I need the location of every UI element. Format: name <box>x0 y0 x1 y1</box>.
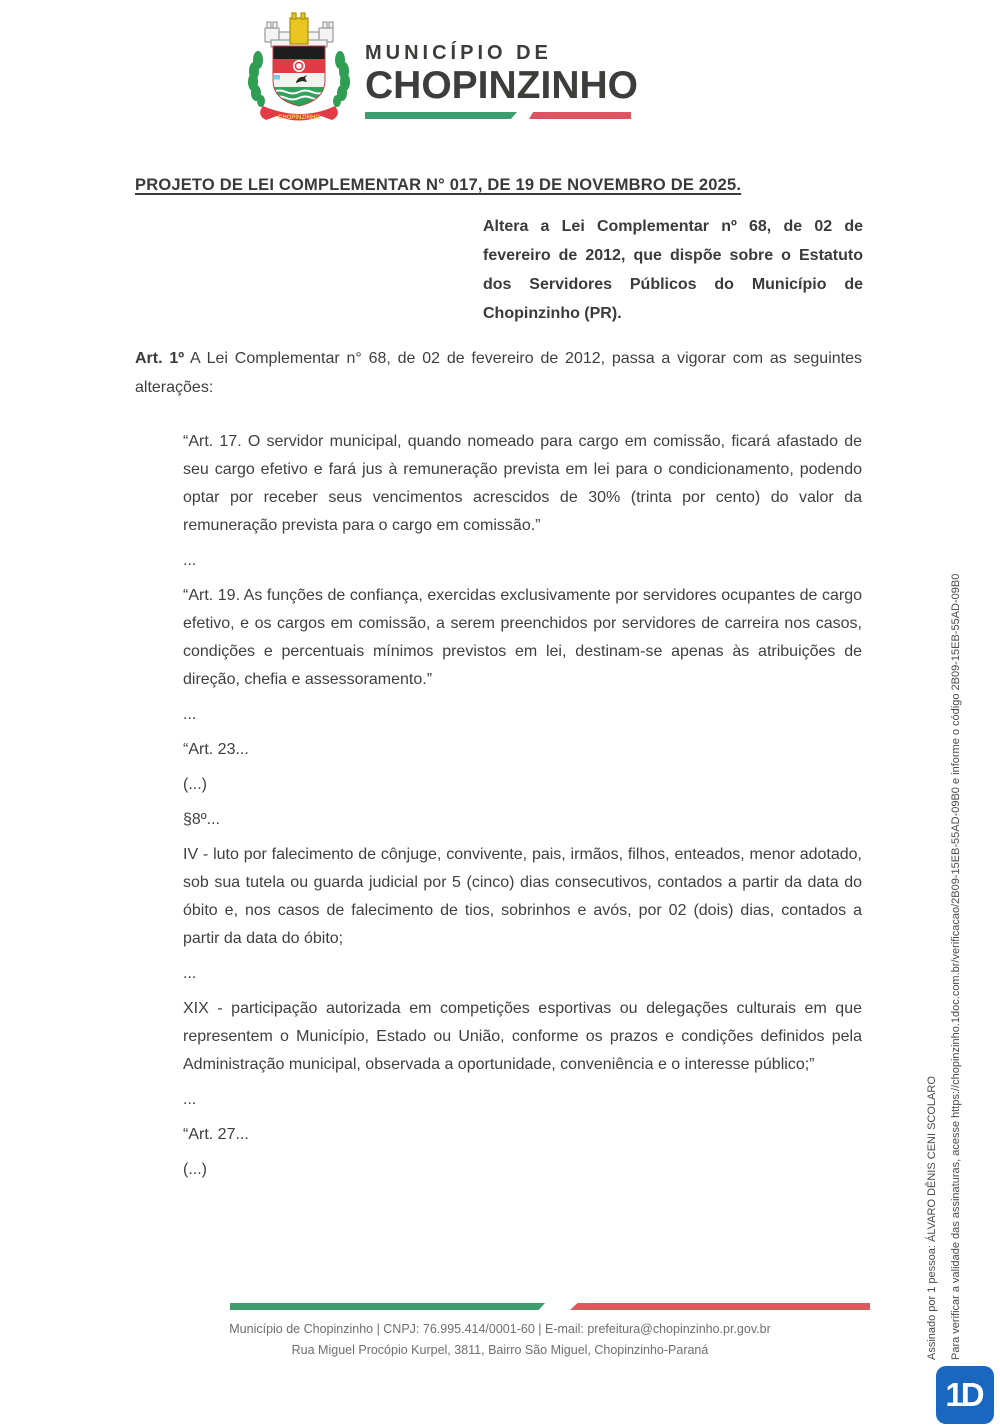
footer-green-bar <box>230 1303 545 1310</box>
quoted-paragraph: XIX - participação autorizada em competições esportivas ou delegações culturais em que representem o Município, Estado ou União, conforme os prazos e condições definidos pela Administração municipal, observada a oportunidade, conveniência e o interesse público;” <box>183 1000 862 1073</box>
quoted-paragraph: ... <box>183 552 197 569</box>
red-bar <box>529 112 631 119</box>
quoted-paragraph: IV - luto por falecimento de cônjuge, convivente, pais, irmãos, filhos, enteados, menor adotado, sob sua tutela ou guarda judicial por 5 (cinco) dias consecutivos, contados a partir da data do óbito e, nos casos de falecimento de tios, sobrinhos e avós, por 02 (dois) dias, contados a partir da data do óbito; <box>183 846 862 947</box>
org-name: CHOPINZINHO <box>365 64 638 107</box>
onedoc-logo-text: 1D <box>945 1376 982 1413</box>
shield <box>273 46 325 108</box>
quoted-paragraph: (...) <box>183 1161 207 1178</box>
signature-line: Assinado por 1 pessoa: ÁLVARO DÊNIS CENI SCOLARO <box>926 1076 938 1360</box>
document-title: PROJETO DE LEI COMPLEMENTAR N° 017, DE 19 DE NOVEMBRO DE 2025. <box>135 176 742 194</box>
org-wordmark <box>365 8 638 119</box>
footer-red-bar <box>570 1303 870 1310</box>
amendment-blocks <box>183 428 862 1191</box>
org-name-prefix: MUNICÍPIO DE <box>365 42 552 64</box>
brand-bars <box>365 112 638 119</box>
signature-verification-line: Para verificar a validade das assinaturas, acesse https://chopinzinho.1doc.com.br/verificacao/2B09-15EB-55AD-09B0 e informe o código 2B09-15EB-55AD-09B0 <box>950 573 962 1360</box>
quoted-paragraph: “Art. 19. As funções de confiança, exercidas exclusivamente por servidores ocupantes de cargo efetivo, e os cargos em comissão, a serem preenchidos por servidores de carreira nos casos, condições e percentuais mínimos previstos em lei, destinam-se apenas às atribuições de direção, chefia e assessoramento.” <box>183 587 862 688</box>
quoted-paragraph: “Art. 23... <box>183 741 249 758</box>
quoted-paragraph: ... <box>183 965 197 982</box>
article-1-paragraph <box>135 344 862 402</box>
footer-contact-line: Município de Chopinzinho | CNPJ: 76.995.414/0001-60 | E-mail: prefeitura@chopinzinho.pr.gov.br <box>229 1322 771 1336</box>
crown <box>265 13 333 47</box>
svg-text:CHOPINZINHO: CHOPINZINHO <box>278 115 320 121</box>
article-1-text: A Lei Complementar n° 68, de 02 de fevereiro de 2012, passa a vigorar com as seguintes alterações: <box>135 350 863 396</box>
coat-of-arms-icon <box>243 8 355 130</box>
green-bar <box>365 112 517 119</box>
ementa-paragraph: Altera a Lei Complementar nº 68, de 02 de fevereiro de 2012, que dispõe sobre o Estatuto dos Servidores Públicos do Município de Chopinzinho (PR). <box>483 218 863 322</box>
quoted-paragraph: ... <box>183 1091 197 1108</box>
ribbon <box>260 106 338 121</box>
onedoc-logo-icon <box>936 1366 994 1424</box>
article-1-label: Art. 1º <box>135 350 185 367</box>
quoted-paragraph: “Art. 27... <box>183 1126 249 1143</box>
quoted-paragraph: §8º... <box>183 811 220 828</box>
quoted-paragraph: ... <box>183 706 197 723</box>
quoted-paragraph: “Art. 17. O servidor municipal, quando nomeado para cargo em comissão, ficará afastado de seu cargo efetivo e fará jus à remuneração prevista em lei para o condicionamento, podendo optar por receber seus vencimentos acrescidos de 30% (trinta por cento) do valor da remuneração prevista para o cargo em comissão.” <box>183 433 862 534</box>
quoted-paragraph: (...) <box>183 776 207 793</box>
footer-address-line: Rua Miguel Procópio Kurpel, 3811, Bairro São Miguel, Chopinzinho-Paraná <box>291 1343 709 1357</box>
letterhead <box>243 8 638 130</box>
